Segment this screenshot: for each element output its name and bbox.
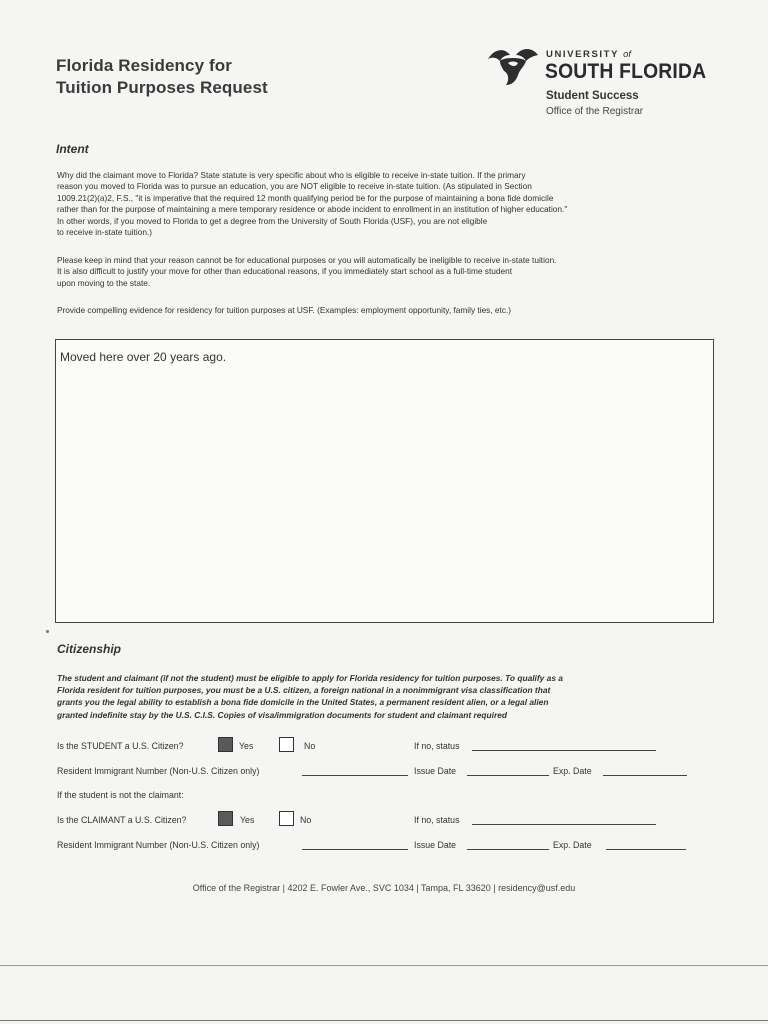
claimant-immigrant-number-label: Resident Immigrant Number (Non-U.S. Citizen only) (57, 840, 260, 850)
student-issue-date-field[interactable] (467, 775, 549, 776)
student-status-field[interactable] (472, 750, 656, 751)
citizenship-heading: Citizenship (57, 642, 122, 656)
intent-paragraph-1: Why did the claimant move to Florida? State statute is very specific about who is eligible to receive in-state tuition. If the primary reason you moved to Florida was to pursue an education, you are NOT eligible to receive in-state tuition. (As stipulated in Section 1009.21(2)(a)2, F.S., "it is imperative that the required 12 month qualifying period be for the purpose of maintaining a bona fide domicile rather than for the purpose of maintaining a mere temporary residence or abode incident to enrollment in an institution of higher education." In other words, if you moved to Florida to get a degree from the University of South Florida (USF), you are not eligible to receive in-state tuition.) (57, 170, 568, 238)
student-no-checkbox[interactable] (279, 737, 294, 752)
intent-paragraph-2: Please keep in mind that your reason cannot be for educational purposes or you will automatically be ineligible to receive in-state tuition. It is also difficult to justify your move for other than educational reasons, if you immediately start school as a full-time student upon moving to the state. (57, 255, 557, 288)
student-immigrant-number-field[interactable] (302, 775, 408, 776)
student-yes-checkbox[interactable] (218, 737, 233, 752)
bull-horns-logo-icon (484, 45, 542, 92)
student-status-label: If no, status (414, 741, 460, 751)
claimant-status-field[interactable] (472, 824, 656, 825)
scan-edge-divider (0, 965, 768, 966)
claimant-status-label: If no, status (414, 815, 460, 825)
claimant-issue-date-label: Issue Date (414, 840, 457, 850)
title-line-2: Tuition Purposes Request (56, 78, 268, 97)
claimant-yes-label: Yes (240, 815, 255, 825)
office-name: Office of the Registrar (546, 106, 644, 117)
department-name: Student Success (546, 90, 639, 102)
intent-paragraph-3: Provide compelling evidence for residency for tuition purposes at USF. (Examples: employment opportunity, family ties, etc.) (57, 305, 512, 315)
residency-evidence-field[interactable] (55, 339, 714, 623)
scan-mark (46, 630, 49, 633)
title-line-1: Florida Residency for (56, 56, 232, 75)
student-citizen-question: Is the STUDENT a U.S. Citizen? (57, 741, 184, 751)
university-label: UNIVERSITY of (546, 49, 632, 60)
not-claimant-note: If the student is not the claimant: (57, 790, 184, 800)
claimant-no-checkbox[interactable] (279, 811, 294, 826)
intent-heading: Intent (56, 142, 89, 156)
scan-bottom-edge (0, 1020, 768, 1021)
university-name: SOUTH FLORIDA (545, 60, 707, 83)
claimant-citizen-question: Is the CLAIMANT a U.S. Citizen? (57, 815, 187, 825)
claimant-yes-checkbox[interactable] (218, 811, 233, 826)
claimant-no-label: No (300, 815, 312, 825)
student-exp-date-field[interactable] (603, 775, 687, 776)
student-exp-date-label: Exp. Date (553, 766, 592, 776)
claimant-issue-date-field[interactable] (467, 849, 549, 850)
claimant-exp-date-field[interactable] (606, 849, 686, 850)
student-no-label: No (304, 741, 316, 751)
claimant-exp-date-label: Exp. Date (553, 840, 592, 850)
claimant-immigrant-number-field[interactable] (302, 849, 408, 850)
student-yes-label: Yes (239, 741, 254, 751)
student-immigrant-number-label: Resident Immigrant Number (Non-U.S. Citizen only) (57, 766, 260, 776)
citizenship-paragraph: The student and claimant (if not the student) must be eligible to apply for Florida residency for tuition purposes. To qualify as a Florida resident for tuition purposes, you must be a U.S. citizen, a foreign national in a nonimmigrant visa classification that grants you the legal ability to establish a bona fide domicile in the United States, a permanent resident alien, or a legal alien granted indefinite stay by the U.S. C.I.S. Copies of visa/immigration documents for student and claimant required (57, 673, 563, 720)
residency-evidence-value: Moved here over 20 years ago. (60, 350, 227, 364)
page-footer: Office of the Registrar | 4202 E. Fowler Ave., SVC 1034 | Tampa, FL 33620 | residency@usf.edu (192, 883, 576, 893)
student-issue-date-label: Issue Date (414, 766, 457, 776)
page-title (56, 55, 268, 99)
